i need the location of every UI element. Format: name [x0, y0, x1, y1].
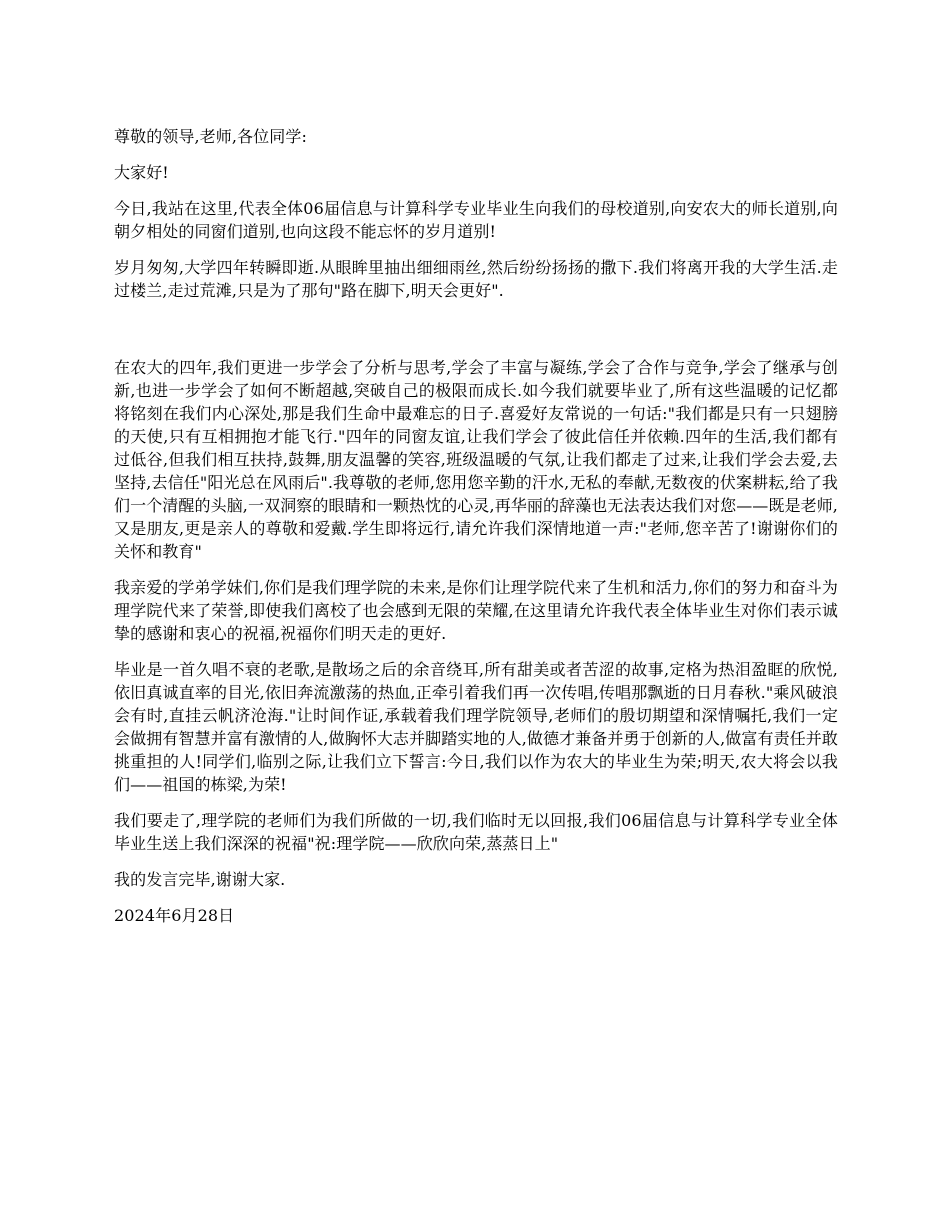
paragraph-four-years: 在农大的四年,我们更进一步学会了分析与思考,学会了丰富与凝练,学会了合作与竞争,学会了继承与创新,也进一步学会了如何不断超越,突破自己的极限而成长.如今我们就要毕业了,所有这些温暖的记忆都将铭刻在我们内心深处,那是我们生命中最难忘的日子.喜爱好友常说的一句话:"我们都是只有一只翅膀的天使,只有互相拥抱才能飞行."四年的同窗友谊,让我们学会了彼此信任并依赖.四年的生活,我们都有过低谷,但我们相互扶持,鼓舞,朋友温馨的笑容,班级温暖的气氛,让我们都走了过来,让我们学会去爱,去坚持,去信任"阳光总在风雨后".我尊敬的老师,您用您辛勤的汗水,无私的奉献,无数夜的伏案耕耘,给了我们一个清醒的头脑,一双洞察的眼睛和一颗热忱的心灵,再华丽的辞藻也无法表达我们对您——既是老师,又是朋友,更是亲人的尊敬和爱戴.学生即将远行,请允许我们深情地道一声:"老师,您辛苦了!谢谢你们的关怀和教育" — [114, 358, 838, 561]
greeting: 大家好! — [114, 163, 169, 182]
paragraph-graduation: 毕业是一首久唱不衰的老歌,是散场之后的余音绕耳,所有甜美或者苦涩的故事,定格为热泪盈眶的欣悦,依旧真诚直率的目光,依旧奔流激荡的热血,正牵引着我们再一次传唱,传唱那飘逝的日月春秋."乘风破浪会有时,直挂云帆济沧海."让时间作证,承载着我们理学院领导,老师们的殷切期望和深情嘱托,我们一定会做拥有智慧并富有激情的人,做胸怀大志并脚踏实地的人,做德才兼备并勇于创新的人,做富有责任并敢挑重担的人!同学们,临别之际,让我们立下誓言:今日,我们以作为农大的毕业生为荣;明天,农大将会以我们——祖国的栋梁,为荣! — [114, 660, 838, 794]
paragraph-farewell: 今日,我站在这里,代表全体06届信息与计算科学专业毕业生向我们的母校道别,向安农大的师长道别,向朝夕相处的同窗们道别,也向这段不能忘怀的岁月道别! — [114, 199, 838, 241]
salutation: 尊敬的领导,老师,各位同学: — [114, 127, 307, 146]
closing-line: 我的发言完毕,谢谢大家. — [114, 870, 286, 889]
paragraph-juniors: 我亲爱的学弟学妹们,你们是我们理学院的未来,是你们让理学院代来了生机和活力,你们的努力和奋斗为理学院代来了荣誉,即使我们离校了也会感到无限的荣耀,在这里请允许我代表全体毕业生对你们表示诚挚的感谢和衷心的祝福,祝福你们明天走的更好. — [114, 578, 838, 643]
paragraph-blessing: 我们要走了,理学院的老师们为我们所做的一切,我们临时无以回报,我们06届信息与计算科学专业全体毕业生送上我们深深的祝福"祝:理学院——欣欣向荣,蒸蒸日上" — [114, 811, 838, 853]
speech-document — [114, 125, 838, 927]
date-line: 2024年6月28日 — [114, 906, 235, 925]
paragraph-years: 岁月匆匆,大学四年转瞬即逝.从眼眸里抽出细细雨丝,然后纷纷扬扬的撒下.我们将离开我的大学生活.走过楼兰,走过荒滩,只是为了那句"路在脚下,明天会更好". — [114, 258, 838, 300]
